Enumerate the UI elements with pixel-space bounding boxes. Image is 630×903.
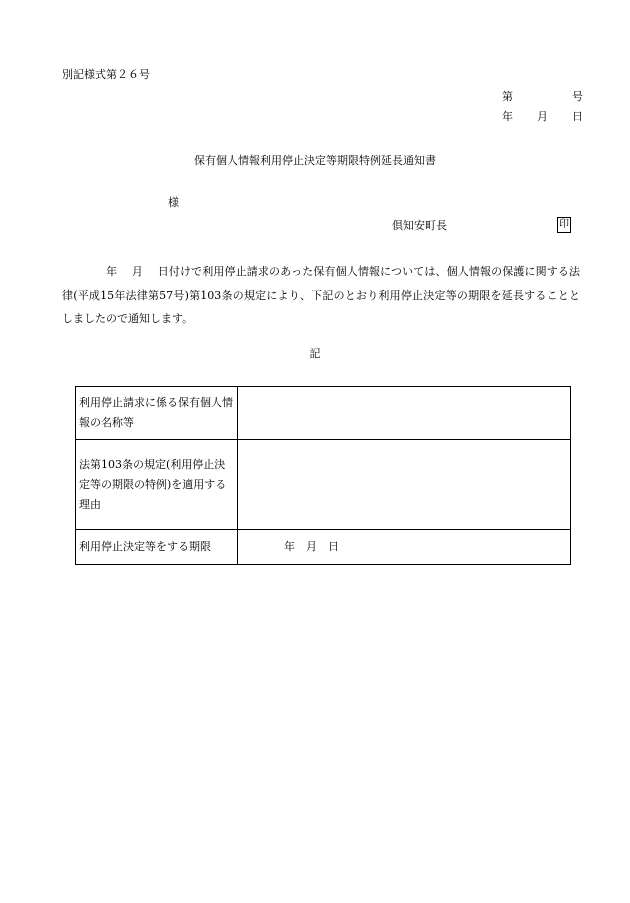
body-year: 年 xyxy=(106,265,118,278)
row-value xyxy=(238,387,571,440)
seal-stamp: 印 xyxy=(557,217,571,233)
date-day: 日 xyxy=(572,110,583,123)
document-title: 保有個人情報利用停止決定等期限特例延長通知書 xyxy=(194,154,436,167)
doc-number-prefix: 第 xyxy=(502,90,513,103)
row-label: 利用停止請求に係る保有個人情報の名称等 xyxy=(76,387,238,440)
body-rest: 日付けで利用停止請求のあった保有個人情報については、個人情報の保護に関する法律(平成15年法律第57号)第103条の規定により、下記のとおり利用停止決定等の期限を延長することとしましたので通知します。 xyxy=(62,265,581,325)
ki-heading: 記 xyxy=(309,347,321,360)
table-row xyxy=(76,440,571,530)
sender-name: 倶知安町長 xyxy=(392,219,447,232)
deadline-date-value: 年 月 日 xyxy=(238,530,571,565)
table-row xyxy=(76,387,571,440)
info-table xyxy=(75,386,571,565)
addressee-suffix: 様 xyxy=(168,196,179,209)
body-paragraph xyxy=(62,260,580,331)
body-month: 月 xyxy=(131,265,143,278)
form-number-label: 別記様式第２６号 xyxy=(62,68,150,81)
date-year: 年 xyxy=(502,110,513,123)
row-label: 法第103条の規定(利用停止決定等の期限の特例)を適用する理由 xyxy=(76,440,238,530)
date-month: 月 xyxy=(537,110,548,123)
row-label: 利用停止決定等をする期限 xyxy=(76,530,238,565)
table-row xyxy=(76,530,571,565)
row-value xyxy=(238,440,571,530)
doc-number-suffix: 号 xyxy=(572,90,583,103)
